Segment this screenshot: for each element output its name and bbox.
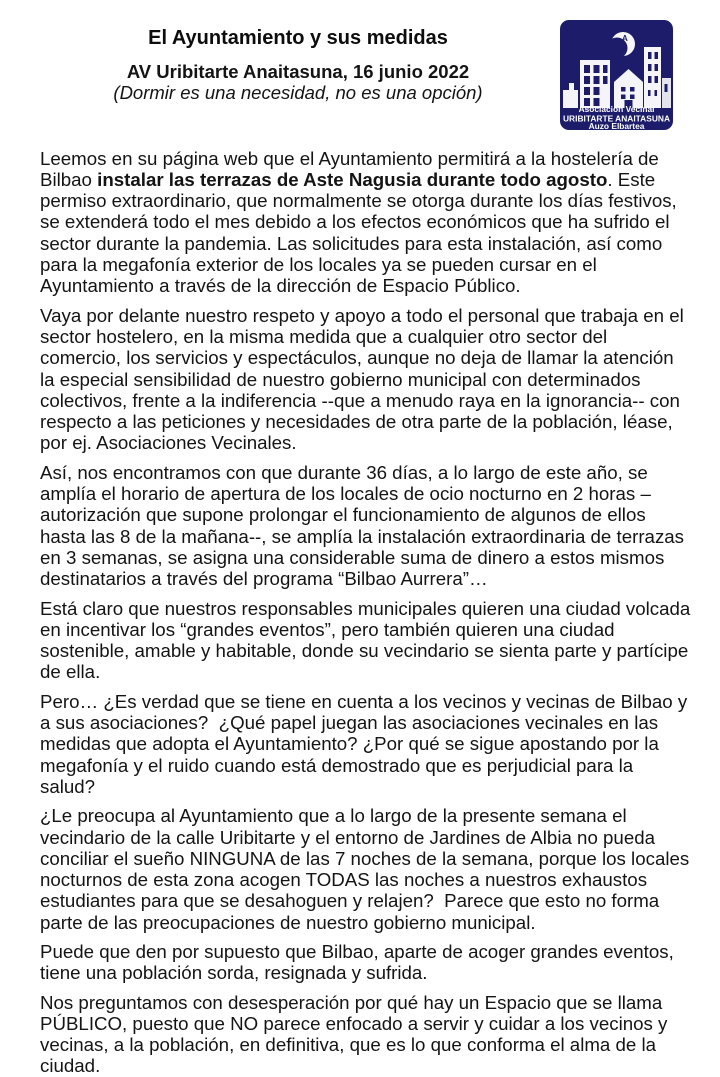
logo-org-line3: Auzo Elbartea (588, 121, 645, 130)
document-body (40, 147, 696, 1077)
text-segment: ¿Le preocupa al Ayuntamiento que a lo largo de la presente semana el vecindario de la calle Uribitarte y el entorno de Jardines de Albia no pueda conciliar el sueño NINGUNA de las 7 noches de la semana, porque los locales nocturnos de esta zona acogen TODAS las noches a nuestros exhaustos estudiantes para que se desahoguen y relajen? Parece que esto no forma parte de las preocupaciones de nuestro gobierno municipal. (40, 805, 695, 933)
moon-letter-bottom: U (620, 43, 626, 52)
paragraph (40, 148, 692, 297)
text-segment: Está claro que nuestros responsables municipales quieren una ciudad volcada en incentivar los “grandes eventos”, pero también quieren una ciudad sostenible, amable y habitable, donde su vecindario se sienta parte y partícipe de ella. (40, 597, 696, 683)
paragraph (40, 597, 696, 683)
header-text-block (0, 26, 596, 104)
paragraph (40, 941, 692, 984)
paragraph (40, 691, 692, 797)
paragraph (40, 462, 692, 590)
paragraph (40, 305, 692, 454)
text-segment: Nos preguntamos con desesperación por qué hay un Espacio que se llama PÚBLICO, puesto que NO parece enfocado a servir y cuidar a los vecinos y vecinas, a la población, en definitiva, que es lo que conforma el alma de la ciudad. (40, 991, 673, 1077)
logo-org-line1: Asociación Vecinal (578, 104, 655, 114)
tagline: (Dormir es una necesidad, no es una opción) (113, 82, 483, 104)
text-segment: Vaya por delante nuestro respeto y apoyo a todo el personal que trabaja en el sector hostelero, en la misma medida que a cualquier otro sector del comercio, los servicios y espectáculos, aunque no deja de llamar la atención la especial sensibilidad de nuestro gobierno municipal con determinados colectivos, frente a la indiferencia --que a menudo raya en la ignorancia-- con respecto a las peticiones y necesidades de otra parte de la población, léase, por ej. Asociaciones Vecinales. (40, 304, 689, 454)
page-title: El Ayuntamiento y sus medidas (148, 27, 448, 49)
logo-org-line2: URIBITARTE ANAITASUNA (563, 113, 670, 124)
text-segment: . Este permiso extraordinario, que normalmente se otorga durante los días festivos, se extenderá todo el mes debido a los efectos económicos que ha sufrido el sector durante la pandemia. Las solicitudes para esta instalación, así como para la megafonía exterior de los locales ya se pueden cursar en el Ayuntamiento a través de la dirección de Espacio Público. (40, 168, 682, 297)
paragraph (40, 805, 695, 933)
text-segment: Pero… ¿Es verdad que se tiene en cuenta a los vecinos y vecinas de Bilbao y a sus asociaciones? ¿Qué papel juegan las asociaciones vecinales en las medidas que adopta el Ayuntamiento? ¿Por qué se sigue apostando por la megafonía y el ruido cuando está demostrado que es perjudicial para la salud? (40, 690, 693, 797)
bold-text-segment: instalar las terrazas de Aste Nagusia durante todo agosto (97, 168, 608, 190)
text-segment: Leemos en su página web que el Ayuntamiento permitirá a la hostelería de Bilbao (40, 147, 665, 190)
header (0, 0, 720, 130)
association-logo (560, 20, 673, 130)
paragraph (40, 992, 692, 1077)
moon-letter-top: A (622, 34, 628, 43)
subtitle: AV Uribitarte Anaitasuna, 16 junio 2022 (126, 61, 470, 82)
text-segment: Así, nos encontramos con que durante 36 días, a lo largo de este año, se amplía el horario de apertura de los locales de ocio nocturno en 2 horas – autorización que supone prolongar el funcionamiento de algunos de ellos hasta las 8 de la mañana--, se amplía la instalación extraordinaria de terrazas en 3 semanas, se asigna una considerable suma de dinero a estos mismos destinatarios a través del programa “Bilbao Aurrera”… (40, 461, 690, 590)
text-segment: Puede que den por supuesto que Bilbao, aparte de acoger grandes eventos, tiene una población sorda, resignada y sufrida. (40, 940, 679, 984)
